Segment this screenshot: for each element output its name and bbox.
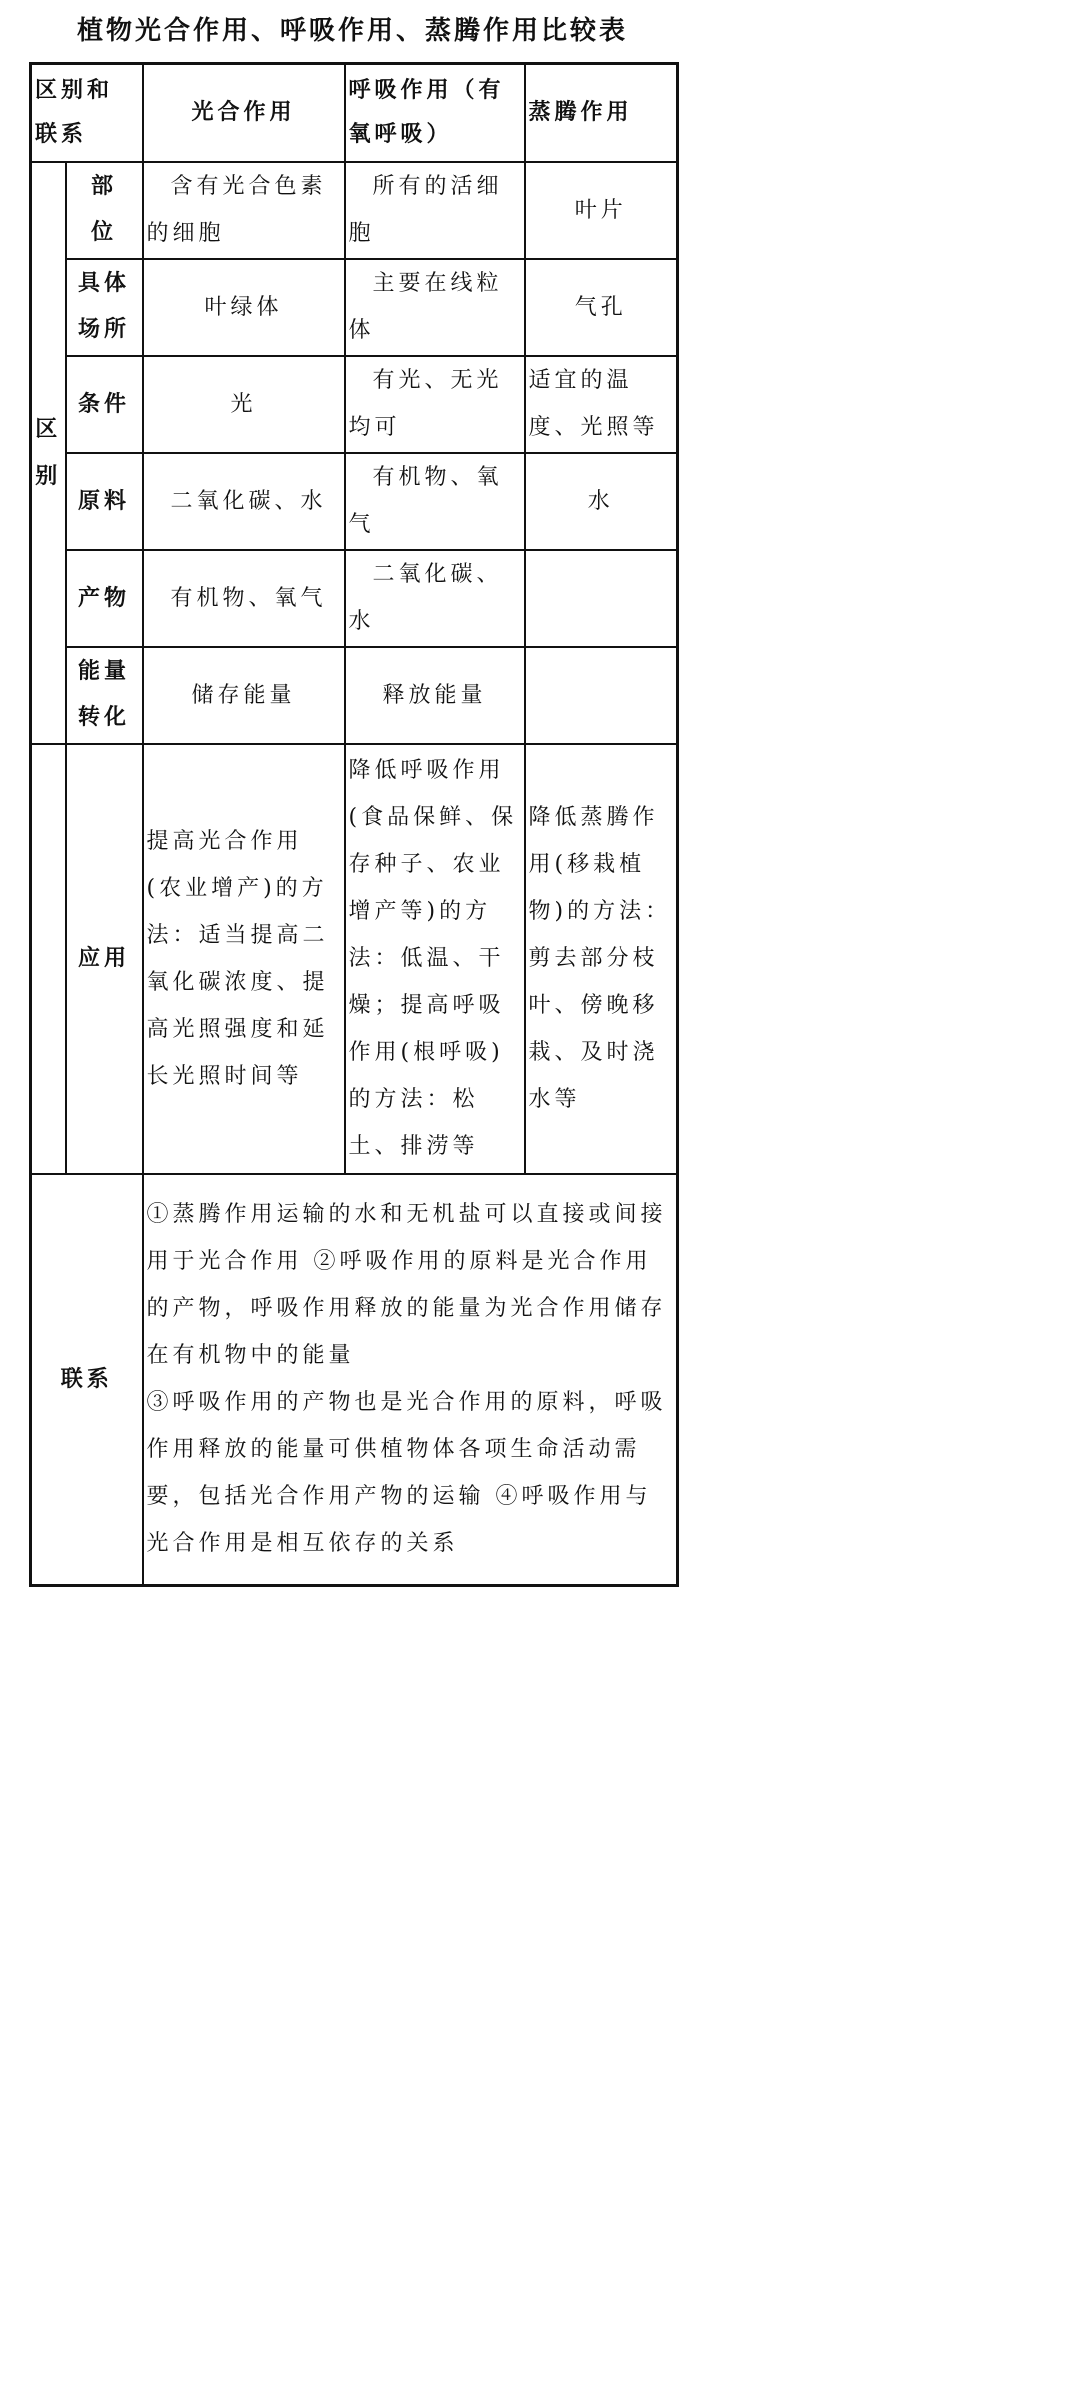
application-transpiration: 降低蒸腾作用(移栽植物)的方法：剪去部分枝叶、傍晚移栽、及时浇水等	[525, 744, 678, 1174]
row-label: 产物	[66, 550, 143, 647]
cell-photosynthesis: 含有光合色素的细胞	[143, 162, 345, 259]
cell-transpiration: 水	[525, 453, 678, 550]
cell-photosynthesis: 有机物、氧气	[143, 550, 345, 647]
connection-text: ①蒸腾作用运输的水和无机盐可以直接或间接用于光合作用 ②呼吸作用的原料是光合作用的产物，呼吸作用释放的能量为光合作用储存在有机物中的能量 ③呼吸作用的产物也是光合作用的原料，呼吸作用释放的能量可供植物体各项生命活动需要，包括光合作用产物的运输 ④呼吸作用与光合作用是相互依存的关系	[143, 1174, 678, 1586]
cell-respiration: 主要在线粒体	[345, 259, 525, 356]
row-label: 具体 场所	[66, 259, 143, 356]
header-photosynthesis: 光合作用	[143, 64, 345, 162]
header-row	[31, 64, 678, 162]
application-photosynthesis: 提高光合作用(农业增产)的方法：适当提高二氧化碳浓度、提高光照强度和延长光照时间等	[143, 744, 345, 1174]
cell-photosynthesis: 叶绿体	[143, 259, 345, 356]
connection-label: 联系	[31, 1174, 143, 1586]
connection-row	[31, 1174, 678, 1586]
application-row	[31, 744, 678, 1174]
header-transpiration: 蒸腾作用	[525, 64, 678, 162]
cell-respiration: 有光、无光均可	[345, 356, 525, 453]
row-label: 原料	[66, 453, 143, 550]
row-label: 能量 转化	[66, 647, 143, 744]
cell-respiration: 二氧化碳、水	[345, 550, 525, 647]
cell-photosynthesis: 光	[143, 356, 345, 453]
table-row	[31, 453, 678, 550]
table-row	[31, 647, 678, 744]
application-label: 应用	[66, 744, 143, 1174]
application-blank-cell	[31, 744, 66, 1174]
cell-transpiration: 气孔	[525, 259, 678, 356]
table-row	[31, 356, 678, 453]
header-respiration: 呼吸作用（有 氧呼吸）	[345, 64, 525, 162]
cell-photosynthesis: 储存能量	[143, 647, 345, 744]
cell-transpiration	[525, 647, 678, 744]
header-corner: 区别和 联系	[31, 64, 143, 162]
cell-respiration: 释放能量	[345, 647, 525, 744]
table-row	[31, 550, 678, 647]
cell-photosynthesis: 二氧化碳、水	[143, 453, 345, 550]
comparison-table	[29, 62, 679, 1587]
difference-label: 区 别	[31, 162, 66, 744]
cell-transpiration: 适宜的温度、光照等	[525, 356, 678, 453]
cell-transpiration: 叶片	[525, 162, 678, 259]
cell-transpiration	[525, 550, 678, 647]
table-row	[31, 162, 678, 259]
page-title: 植物光合作用、呼吸作用、蒸腾作用比较表	[76, 16, 628, 46]
row-label: 部 位	[66, 162, 143, 259]
cell-respiration: 有机物、氧气	[345, 453, 525, 550]
row-label: 条件	[66, 356, 143, 453]
cell-respiration: 所有的活细胞	[345, 162, 525, 259]
application-respiration: 降低呼吸作用(食品保鲜、保存种子、农业增产等)的方法：低温、干燥；提高呼吸作用(根呼吸)的方法：松土、排涝等	[345, 744, 525, 1174]
table-row	[31, 259, 678, 356]
